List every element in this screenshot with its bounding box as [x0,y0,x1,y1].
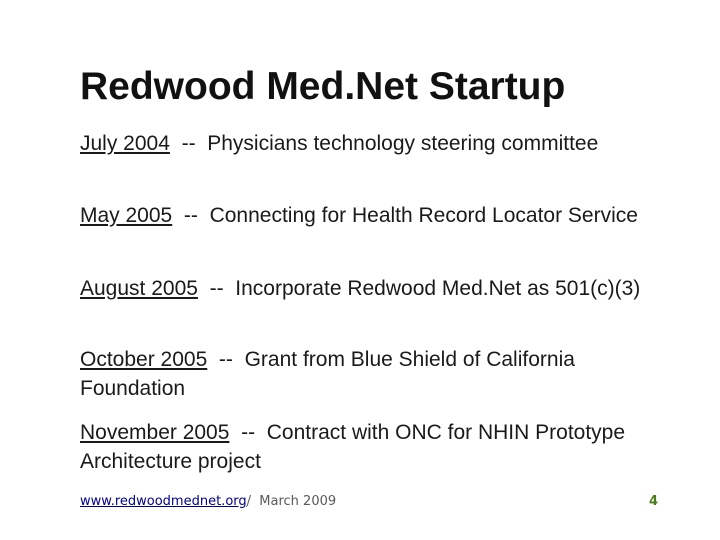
timeline-text: Grant from Blue Shield of California Foundation [80,348,575,400]
timeline-separator: -- [229,421,267,444]
timeline-separator: -- [207,348,245,371]
timeline-separator: -- [197,277,236,300]
footer-url-suffix: / [246,494,252,509]
timeline-item [80,129,680,158]
timeline-separator: -- [172,204,210,227]
timeline-item [80,274,680,303]
footer-date: March 2009 [251,494,337,509]
timeline-item [80,345,680,403]
timeline-text: Physicians technology steering committee [207,132,599,155]
timeline-item [80,201,680,230]
timeline-text: Contract with ONC for NHIN Prototype Architecture project [80,421,626,473]
footer-url-link[interactable]: www.redwoodmednet.org [80,494,247,509]
timeline-date: August 2005 [80,277,198,300]
slide-title: Redwood Med.Net Startup [80,65,566,108]
timeline-date: October 2005 [80,348,208,371]
timeline-date: July 2004 [80,132,170,155]
slide-footer [80,494,336,509]
timeline-text: Incorporate Redwood Med.Net as 501(c)(3) [235,277,641,300]
timeline-separator: -- [169,132,208,155]
page-number: 4 [648,494,658,509]
timeline-date: May 2005 [80,204,173,227]
timeline-text: Connecting for Health Record Locator Service [209,204,638,227]
timeline-date: November 2005 [80,421,230,444]
timeline-item [80,418,680,476]
